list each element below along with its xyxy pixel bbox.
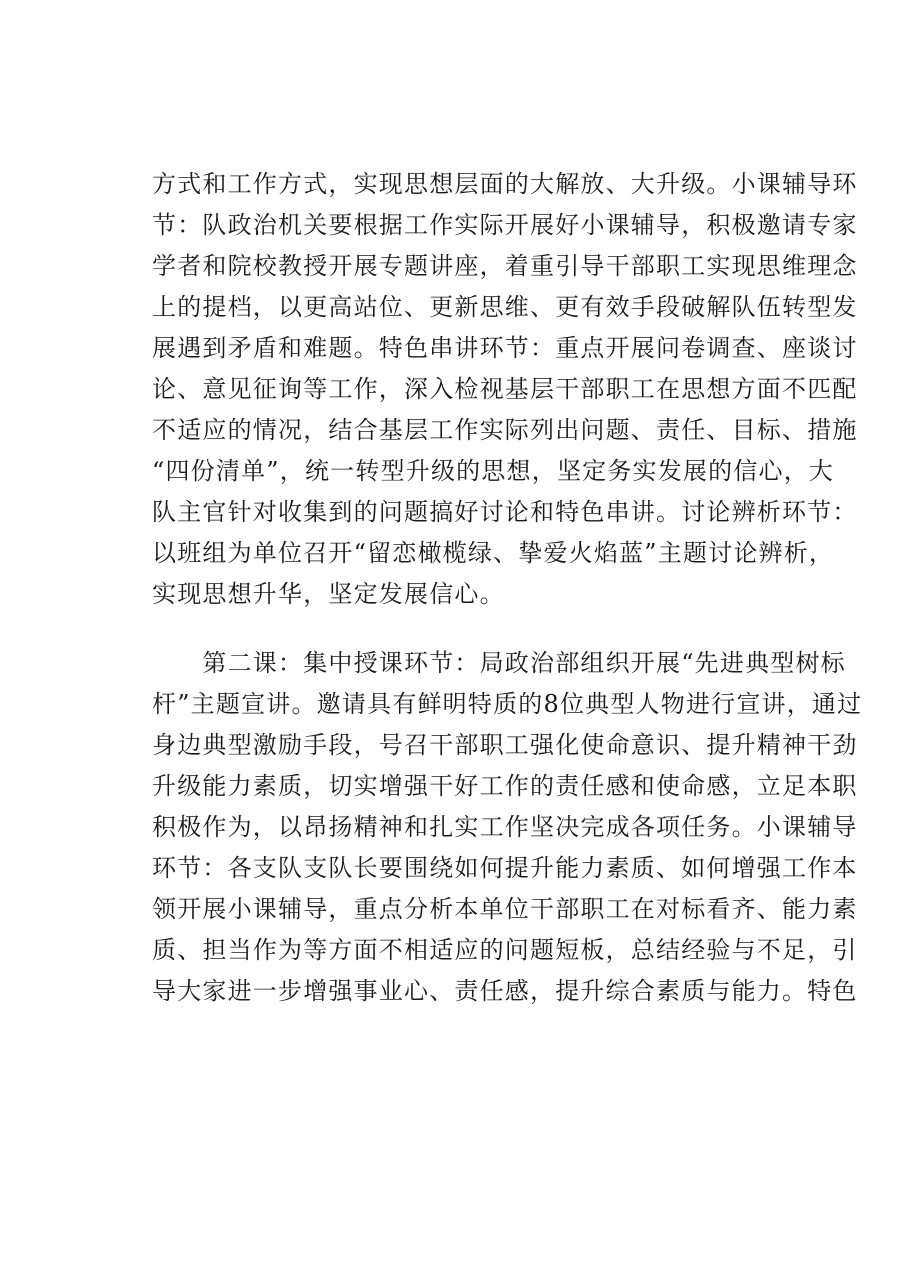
text-line: 升级能力素质，切实增强干好工作的责任感和使命感，立足本职 bbox=[152, 772, 858, 800]
paragraph-2 bbox=[152, 643, 863, 1012]
text-line: 杆”主题宣讲。邀请具有鲜明特质的8位典型人物进行宣讲，通过 bbox=[152, 690, 863, 718]
text-line: 质、担当作为等方面不相适应的问题短板，总结经验与不足，引 bbox=[152, 936, 858, 964]
text-line: 积极作为，以昂扬精神和扎实工作坚决完成各项任务。小课辅导 bbox=[152, 813, 858, 841]
text-line: 节：队政治机关要根据工作实际开展好小课辅导，积极邀请专家 bbox=[152, 211, 858, 239]
text-line: “四份清单”，统一转型升级的思想，坚定务实发展的信心，大 bbox=[152, 457, 835, 485]
text-line: 方式和工作方式，实现思想层面的大解放、大升级。小课辅导环 bbox=[152, 170, 858, 198]
text-line: 第二课：集中授课环节：局政治部组织开展“先进典型树标 bbox=[152, 649, 846, 677]
text-line: 身边典型激励手段，号召干部职工强化使命意识、提升精神干劲 bbox=[152, 731, 858, 759]
text-line: 导大家进一步增强事业心、责任感，提升综合素质与能力。特色 bbox=[152, 977, 858, 1005]
text-line: 环节：各支队支队长要围绕如何提升能力素质、如何增强工作本 bbox=[152, 854, 858, 882]
text-line: 领开展小课辅导，重点分析本单位干部职工在对标看齐、能力素 bbox=[152, 895, 858, 923]
text-line: 队主官针对收集到的问题搞好讨论和特色串讲。讨论辨析环节： bbox=[152, 498, 858, 526]
document-body bbox=[152, 164, 863, 1012]
text-line: 展遇到矛盾和难题。特色串讲环节：重点开展问卷调查、座谈讨 bbox=[152, 334, 858, 362]
text-line: 实现思想升华，坚定发展信心。 bbox=[152, 580, 505, 608]
text-line: 以班组为单位召开“留恋橄榄绿、挚爱火焰蓝”主题讨论辨析， bbox=[152, 539, 835, 567]
text-line: 上的提档，以更高站位、更新思维、更有效手段破解队伍转型发 bbox=[152, 293, 858, 321]
paragraph-1 bbox=[152, 164, 858, 615]
text-line: 学者和院校教授开展专题讲座，着重引导干部职工实现思维理念 bbox=[152, 252, 858, 280]
text-line: 论、意见征询等工作，深入检视基层干部职工在思想方面不匹配 bbox=[152, 375, 858, 403]
paragraph-gap bbox=[152, 615, 832, 643]
text-line: 不适应的情况，结合基层工作实际列出问题、责任、目标、措施 bbox=[152, 416, 858, 444]
